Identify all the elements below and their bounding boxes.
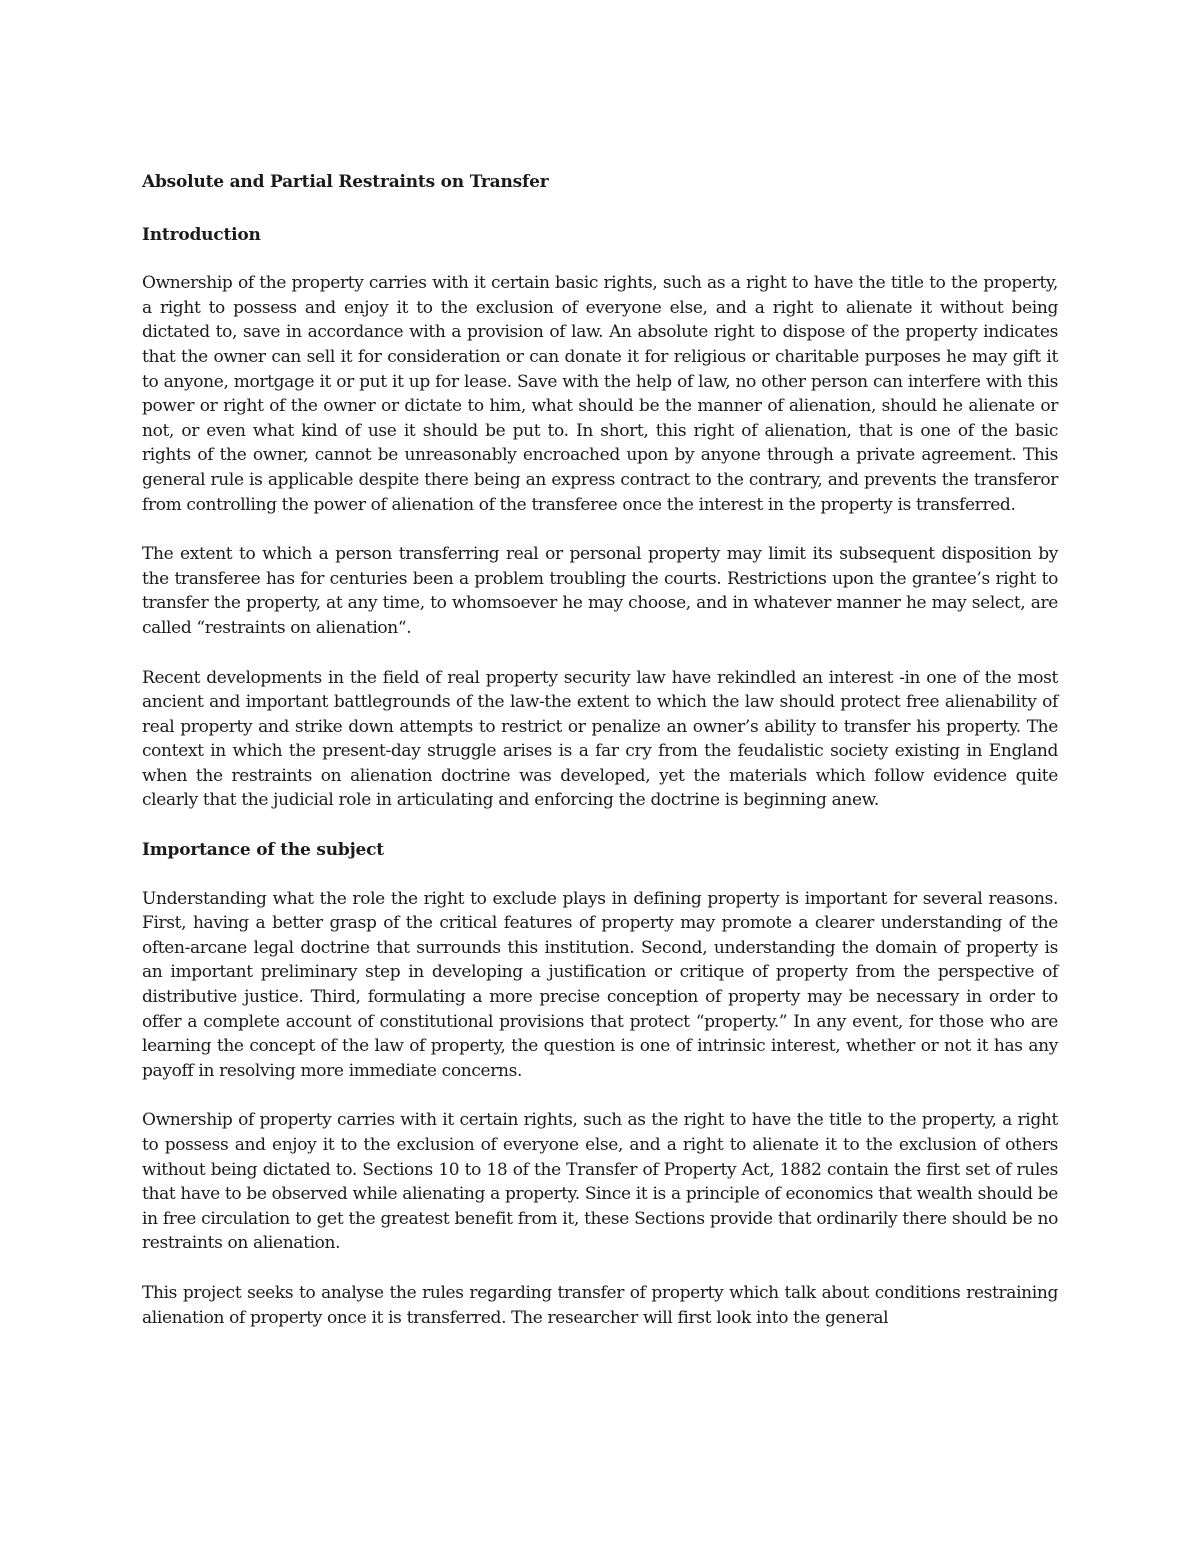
- section-heading-introduction: Introduction: [142, 224, 261, 245]
- section-heading-importance: Importance of the subject: [142, 840, 384, 861]
- paragraph: The extent to which a person transferring real or personal property may limit its subsequent disposition by the transferee has for centuries been a problem troubling the courts. Restrictions upon the grantee’s right to transfer the property, at any time, to whomsoever he may choose, and in whatever manner he may select, are called “restraints on alienation“.: [142, 544, 1058, 638]
- paragraph: Understanding what the role the right to exclude plays in defining property is important for several reasons. First, having a better grasp of the critical features of property may promote a clearer understanding of the often-arcane legal doctrine that surrounds this institution. Second, understanding the domain of property is an important preliminary step in developing a justification or critique of property from the perspective of distributive justice. Third, formulating a more precise conception of property may be necessary in order to offer a complete account of constitutional provisions that protect “property.” In any event, for those who are learning the concept of the law of property, the question is one of intrinsic interest, whether or not it has any payoff in resolving more immediate concerns.: [142, 888, 1058, 1081]
- paragraph: Ownership of the property carries with it certain basic rights, such as a right to have the title to the property, a right to possess and enjoy it to the exclusion of everyone else, and a right to alienate it without being dictated to, save in accordance with a provision of law. An absolute right to dispose of the property indicates that the owner can sell it for consideration or can donate it for religious or charitable purposes he may gift it to anyone, mortgage it or put it up for lease. Save with the help of law, no other person can interfere with this power or right of the owner or dictate to him, what should be the manner of alienation, should he alienate or not, or even what kind of use it should be put to. In short, this right of alienation, that is one of the basic rights of the owner, cannot be unreasonably encroached upon by anyone through a private agreement. This general rule is applicable despite there being an express contract to the contrary, and prevents the transferor from controlling the power of alienation of the transferee once the interest in the property is transferred.: [142, 273, 1058, 515]
- spacer: [142, 1256, 1058, 1281]
- spacer: [142, 863, 1058, 887]
- spacer: [142, 195, 1058, 223]
- document-title: Absolute and Partial Restraints on Transfer: [142, 172, 549, 192]
- spacer: [142, 247, 1058, 271]
- spacer: [142, 813, 1058, 838]
- spacer: [142, 641, 1058, 666]
- paragraph: Ownership of property carries with it certain rights, such as the right to have the title to the property, a right to possess and enjoy it to the exclusion of everyone else, and a right to alienate it to the exclusion of others without being dictated to. Sections 10 to 18 of the Transfer of Property Act, 1882 contain the first set of rules that have to be observed while alienating a property. Since it is a principle of economics that wealth should be in free circulation to get the greatest benefit from it, these Sections provide that ordinarily there should be no restraints on alienation.: [142, 1110, 1058, 1254]
- paragraph: This project seeks to analyse the rules regarding transfer of property which talk about conditions restraining alienation of property once it is transferred. The researcher will first look into the general: [142, 1282, 1058, 1328]
- document-page: [142, 170, 1058, 1330]
- spacer: [142, 1083, 1058, 1108]
- spacer: [142, 517, 1058, 542]
- paragraph: Recent developments in the field of real property security law have rekindled an interest -in one of the most ancient and important battlegrounds of the law-the extent to which the law should protect free alienability of real property and strike down attempts to restrict or penalize an owner’s ability to transfer his property. The context in which the present-day struggle arises is a far cry from the feudalistic society existing in England when the restraints on alienation doctrine was developed, yet the materials which follow evidence quite clearly that the judicial role in articulating and enforcing the doctrine is beginning anew.: [142, 667, 1058, 811]
